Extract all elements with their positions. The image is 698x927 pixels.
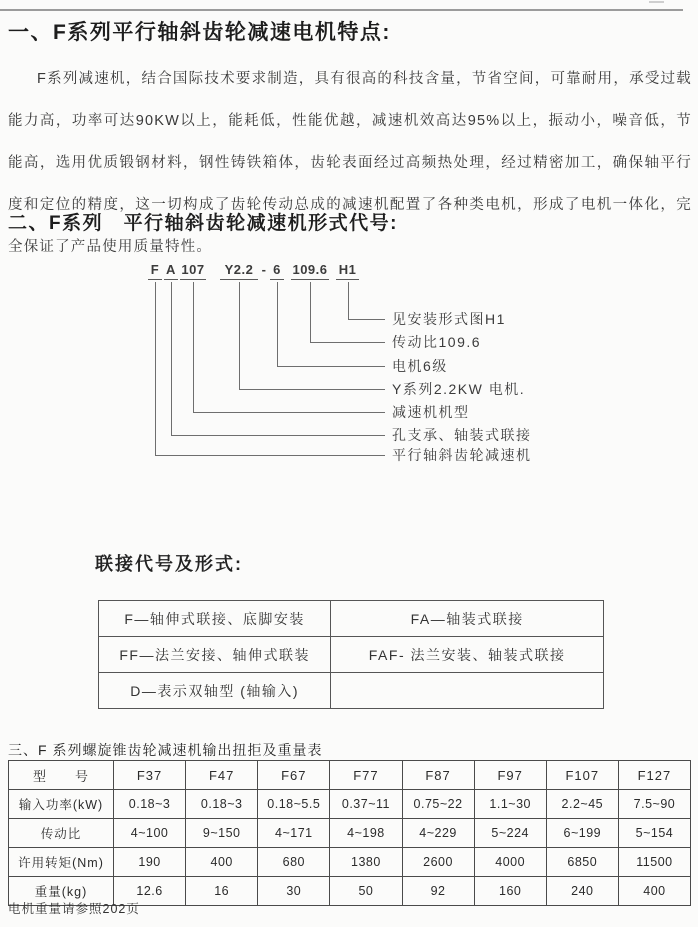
leader-hline-motor	[239, 389, 385, 390]
code-segment-model: 107	[180, 262, 206, 280]
code-segment-poles: 6	[270, 262, 284, 280]
table-cell: 4~229	[402, 819, 474, 848]
code-label-motor: Y系列2.2KW 电机.	[392, 381, 526, 397]
code-label-mount: 见安装形式图H1	[392, 311, 506, 327]
table-cell: 240	[546, 877, 618, 906]
leader-vline-bearing	[171, 282, 172, 435]
table-row	[9, 790, 691, 819]
page-top-rule	[0, 9, 683, 11]
code-segment-bearing: A	[164, 262, 178, 280]
table-cell: 50	[330, 877, 402, 906]
table-cell: 92	[402, 877, 474, 906]
connection-cell-faf: FAF- 法兰安装、轴装式联接	[331, 637, 604, 673]
column-header: F107	[546, 761, 618, 790]
leader-hline-series	[155, 455, 385, 456]
leader-hline-bearing	[171, 435, 385, 436]
table-cell: 4~100	[114, 819, 186, 848]
connection-cell-f: F—轴伸式联接、底脚安装	[99, 601, 331, 637]
column-header: F127	[618, 761, 690, 790]
leader-hline-model	[193, 412, 385, 413]
leader-hline-ratio	[310, 342, 385, 343]
column-header: F77	[330, 761, 402, 790]
table-row	[9, 819, 691, 848]
connection-cell-fa: FA—轴装式联接	[331, 601, 604, 637]
row-label-ratio: 传动比	[9, 819, 114, 848]
table-row	[9, 848, 691, 877]
code-label-ratio: 传动比109.6	[392, 334, 482, 350]
table-cell: 2600	[402, 848, 474, 877]
connection-cell-empty	[331, 673, 604, 709]
code-segment-mount: H1	[336, 262, 359, 280]
table-cell: 4~198	[330, 819, 402, 848]
section3-heading: 三、F 系列螺旋锥齿轮减速机输出扭拒及重量表	[8, 742, 323, 758]
table-cell: 7.5~90	[618, 790, 690, 819]
column-header: F97	[474, 761, 546, 790]
table-cell: 1380	[330, 848, 402, 877]
connection-table	[98, 600, 604, 709]
table-cell: 680	[258, 848, 330, 877]
connection-cell-d: D—表示双轴型 (轴输入)	[99, 673, 331, 709]
leader-hline-poles	[277, 366, 385, 367]
table-cell: 0.18~5.5	[258, 790, 330, 819]
code-label-model: 减速机机型	[392, 404, 470, 420]
table-cell: 1.1~30	[474, 790, 546, 819]
leader-hline-mount	[348, 319, 385, 320]
table-cell: 6850	[546, 848, 618, 877]
section1-heading: 一、F系列平行轴斜齿轮减速电机特点:	[8, 21, 391, 44]
table-cell: 0.18~3	[186, 790, 258, 819]
table-cell: 4~171	[258, 819, 330, 848]
table-row	[99, 601, 604, 637]
table-cell: 2.2~45	[546, 790, 618, 819]
leader-vline-motor	[239, 282, 240, 389]
code-label-poles: 电机6级	[392, 358, 448, 374]
model-code-diagram	[0, 262, 698, 477]
leader-vline-mount	[348, 282, 349, 319]
table-cell: 400	[186, 848, 258, 877]
motor-weight-footnote: 电机重量请参照202页	[8, 902, 140, 916]
column-header: F67	[258, 761, 330, 790]
table-header-row	[9, 761, 691, 790]
row-label-input-power: 输入功率(kW)	[9, 790, 114, 819]
code-segment-motor: Y2.2	[220, 262, 258, 280]
table-cell: 160	[474, 877, 546, 906]
code-label-series: 平行轴斜齿轮减速机	[392, 447, 532, 463]
scan-artifact-mark	[649, 1, 664, 3]
table-cell: 0.75~22	[402, 790, 474, 819]
table-row	[99, 637, 604, 673]
code-label-bearing: 孔支承、轴装式联接	[392, 427, 532, 443]
table-cell: 4000	[474, 848, 546, 877]
leader-vline-ratio	[310, 282, 311, 342]
table-cell: 12.6	[114, 877, 186, 906]
column-header-model: 型 号	[9, 761, 114, 790]
table-cell: 30	[258, 877, 330, 906]
table-row	[99, 673, 604, 709]
column-header: F47	[186, 761, 258, 790]
leader-vline-poles	[277, 282, 278, 366]
code-segment-series: F	[148, 262, 162, 280]
code-segment-ratio: 109.6	[291, 262, 329, 280]
table-cell: 5~224	[474, 819, 546, 848]
code-segment-dash: -	[261, 262, 267, 277]
table-cell: 16	[186, 877, 258, 906]
table-cell: 5~154	[618, 819, 690, 848]
table-cell: 400	[618, 877, 690, 906]
table-cell: 190	[114, 848, 186, 877]
connection-heading: 联接代号及形式:	[95, 554, 243, 574]
column-header: F87	[402, 761, 474, 790]
connection-cell-ff: FF—法兰安接、轴伸式联装	[99, 637, 331, 673]
section1-body-paragraph: F系列减速机，结合国际技术要求制造，具有很高的科技含量，节省空间，可靠耐用，承受过载能力高，功率可达90KW以上，能耗低，性能优越，减速机效高达95%以上，振动小，噪音低，节能高，选用优质锻钢材料，钢性铸铁箱体，齿轮表面经过高频热处理，经过精密加工，确保轴平行度和定位的精度，这一切构成了齿轮传动总成的减速机配置了各种类电机，形成了电机一体化，完全保证了产品使用质量特性。	[8, 71, 692, 255]
column-header: F37	[114, 761, 186, 790]
row-label-weight: 重量(kg)	[9, 877, 114, 906]
table-cell: 6~199	[546, 819, 618, 848]
table-cell: 9~150	[186, 819, 258, 848]
torque-weight-table	[8, 760, 691, 906]
leader-vline-model	[193, 282, 194, 412]
section2-heading: 二、F系列 平行轴斜齿轮减速机形式代号:	[8, 213, 398, 234]
leader-vline-series	[155, 282, 156, 455]
table-cell: 11500	[618, 848, 690, 877]
table-cell: 0.37~11	[330, 790, 402, 819]
table-cell: 0.18~3	[114, 790, 186, 819]
row-label-torque: 许用转矩(Nm)	[9, 848, 114, 877]
